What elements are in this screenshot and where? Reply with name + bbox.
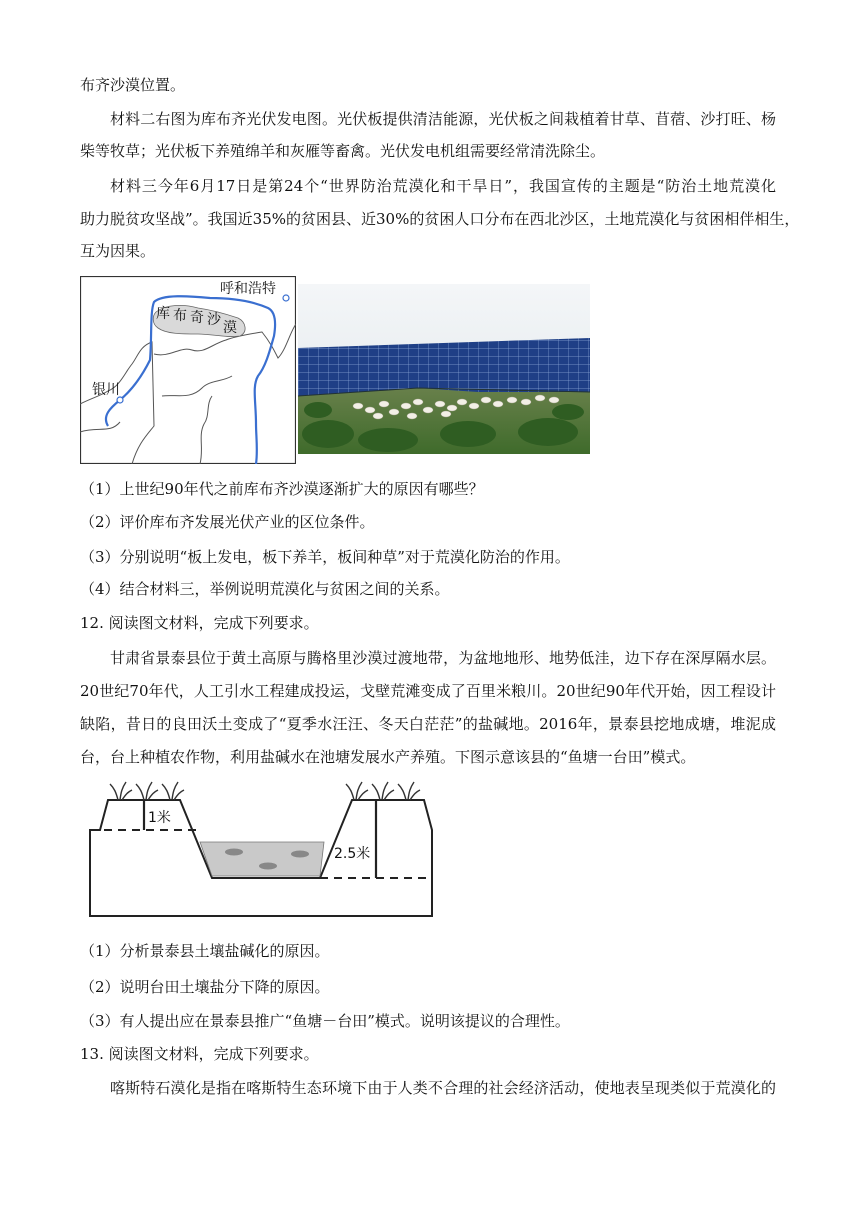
- desert-label-char1: 库: [156, 306, 170, 322]
- hohhot-marker: [283, 295, 289, 301]
- q12-item-1: （1）分析景泰县土壤盐碱化的原因。: [80, 942, 330, 960]
- material-two-line1: 材料二右图为库布齐光伏发电图。光伏板提供清洁能源，光伏板之间栽植着甘草、苜蓿、沙打旺、杨: [110, 110, 776, 128]
- q13-heading: 13. 阅读图文材料，完成下列要求。: [80, 1045, 319, 1063]
- hohhot-label: 呼和浩特: [220, 281, 276, 297]
- material-three-line3: 互为因果。: [80, 242, 156, 260]
- yinchuan-label: 银川: [92, 382, 120, 398]
- kubuqi-desert-map: [80, 276, 296, 464]
- material-three-line2: 助力脱贫攻坚战”。我国近35%的贫困县、近30%的贫困人口分布在西北沙区，土地荒漠化与贫困相伴相生，: [80, 210, 800, 228]
- q12-paragraph-line4: 台，台上种植农作物，利用盐碱水在池塘发展水产养殖。下图示意该县的“鱼塘一台田”模式。: [80, 748, 696, 766]
- q11-item-3: （3）分别说明“板上发电，板下养羊，板间种草”对于荒漠化防治的作用。: [80, 548, 570, 566]
- q12-paragraph-line3: 缺陷，昔日的良田沃土变成了“夏季水汪汪、冬天白茫茫”的盐碱地。2016年，景泰县挖地成塘，堆泥成: [80, 715, 776, 733]
- label-1m: 1米: [148, 810, 171, 826]
- material-three-line1: 材料三今年6月17日是第24个“世界防治荒漠化和干旱日”，我国宣传的主题是“防治土地荒漠化: [110, 177, 776, 195]
- desert-label-char5: 漠: [223, 320, 237, 336]
- q12-item-2: （2）说明台田土壤盐分下降的原因。: [80, 978, 330, 996]
- q12-item-3: （3）有人提出应在景泰县推广“鱼塘－台田”模式。说明该提议的合理性。: [80, 1012, 570, 1030]
- desert-label-char4: 沙: [207, 312, 221, 328]
- q12-paragraph-line1: 甘肃省景泰县位于黄土高原与腾格里沙漠过渡地带，为盆地地形、地势低洼，边下存在深厚隔水层。: [110, 649, 776, 667]
- q11-item-4: （4）结合材料三，举例说明荒漠化与贫困之间的关系。: [80, 580, 450, 598]
- material-two-line2: 柴等牧草；光伏板下养殖绵羊和灰雁等畜禽。光伏发电机组需要经常清洗除尘。: [80, 142, 606, 160]
- q13-paragraph-line1: 喀斯特石漠化是指在喀斯特生态环境下由于人类不合理的社会经济活动，使地表呈现类似于荒漠化的: [110, 1079, 776, 1097]
- solar-farm-photo: [298, 284, 590, 454]
- crop-icons-right: [346, 782, 420, 800]
- fishpond-raised-field-diagram: [88, 778, 436, 920]
- q11-item-2: （2）评价库布齐发展光伏产业的区位条件。: [80, 513, 375, 531]
- q12-paragraph-line2: 20世纪70年代，人工引水工程建成投运，戈壁荒滩变成了百里米粮川。20世纪90年代开始，因工程设计: [80, 682, 776, 700]
- q12-heading: 12. 阅读图文材料，完成下列要求。: [80, 614, 319, 632]
- paragraph-continuation: 布齐沙漠位置。: [80, 76, 186, 94]
- q11-item-1: （1）上世纪90年代之前库布齐沙漠逐渐扩大的原因有哪些？: [80, 480, 484, 498]
- desert-label-char2: 布: [173, 308, 187, 324]
- desert-label-char3: 奇: [190, 310, 204, 326]
- label-2-5m: 2.5米: [334, 846, 371, 862]
- crop-icons-left: [110, 782, 184, 800]
